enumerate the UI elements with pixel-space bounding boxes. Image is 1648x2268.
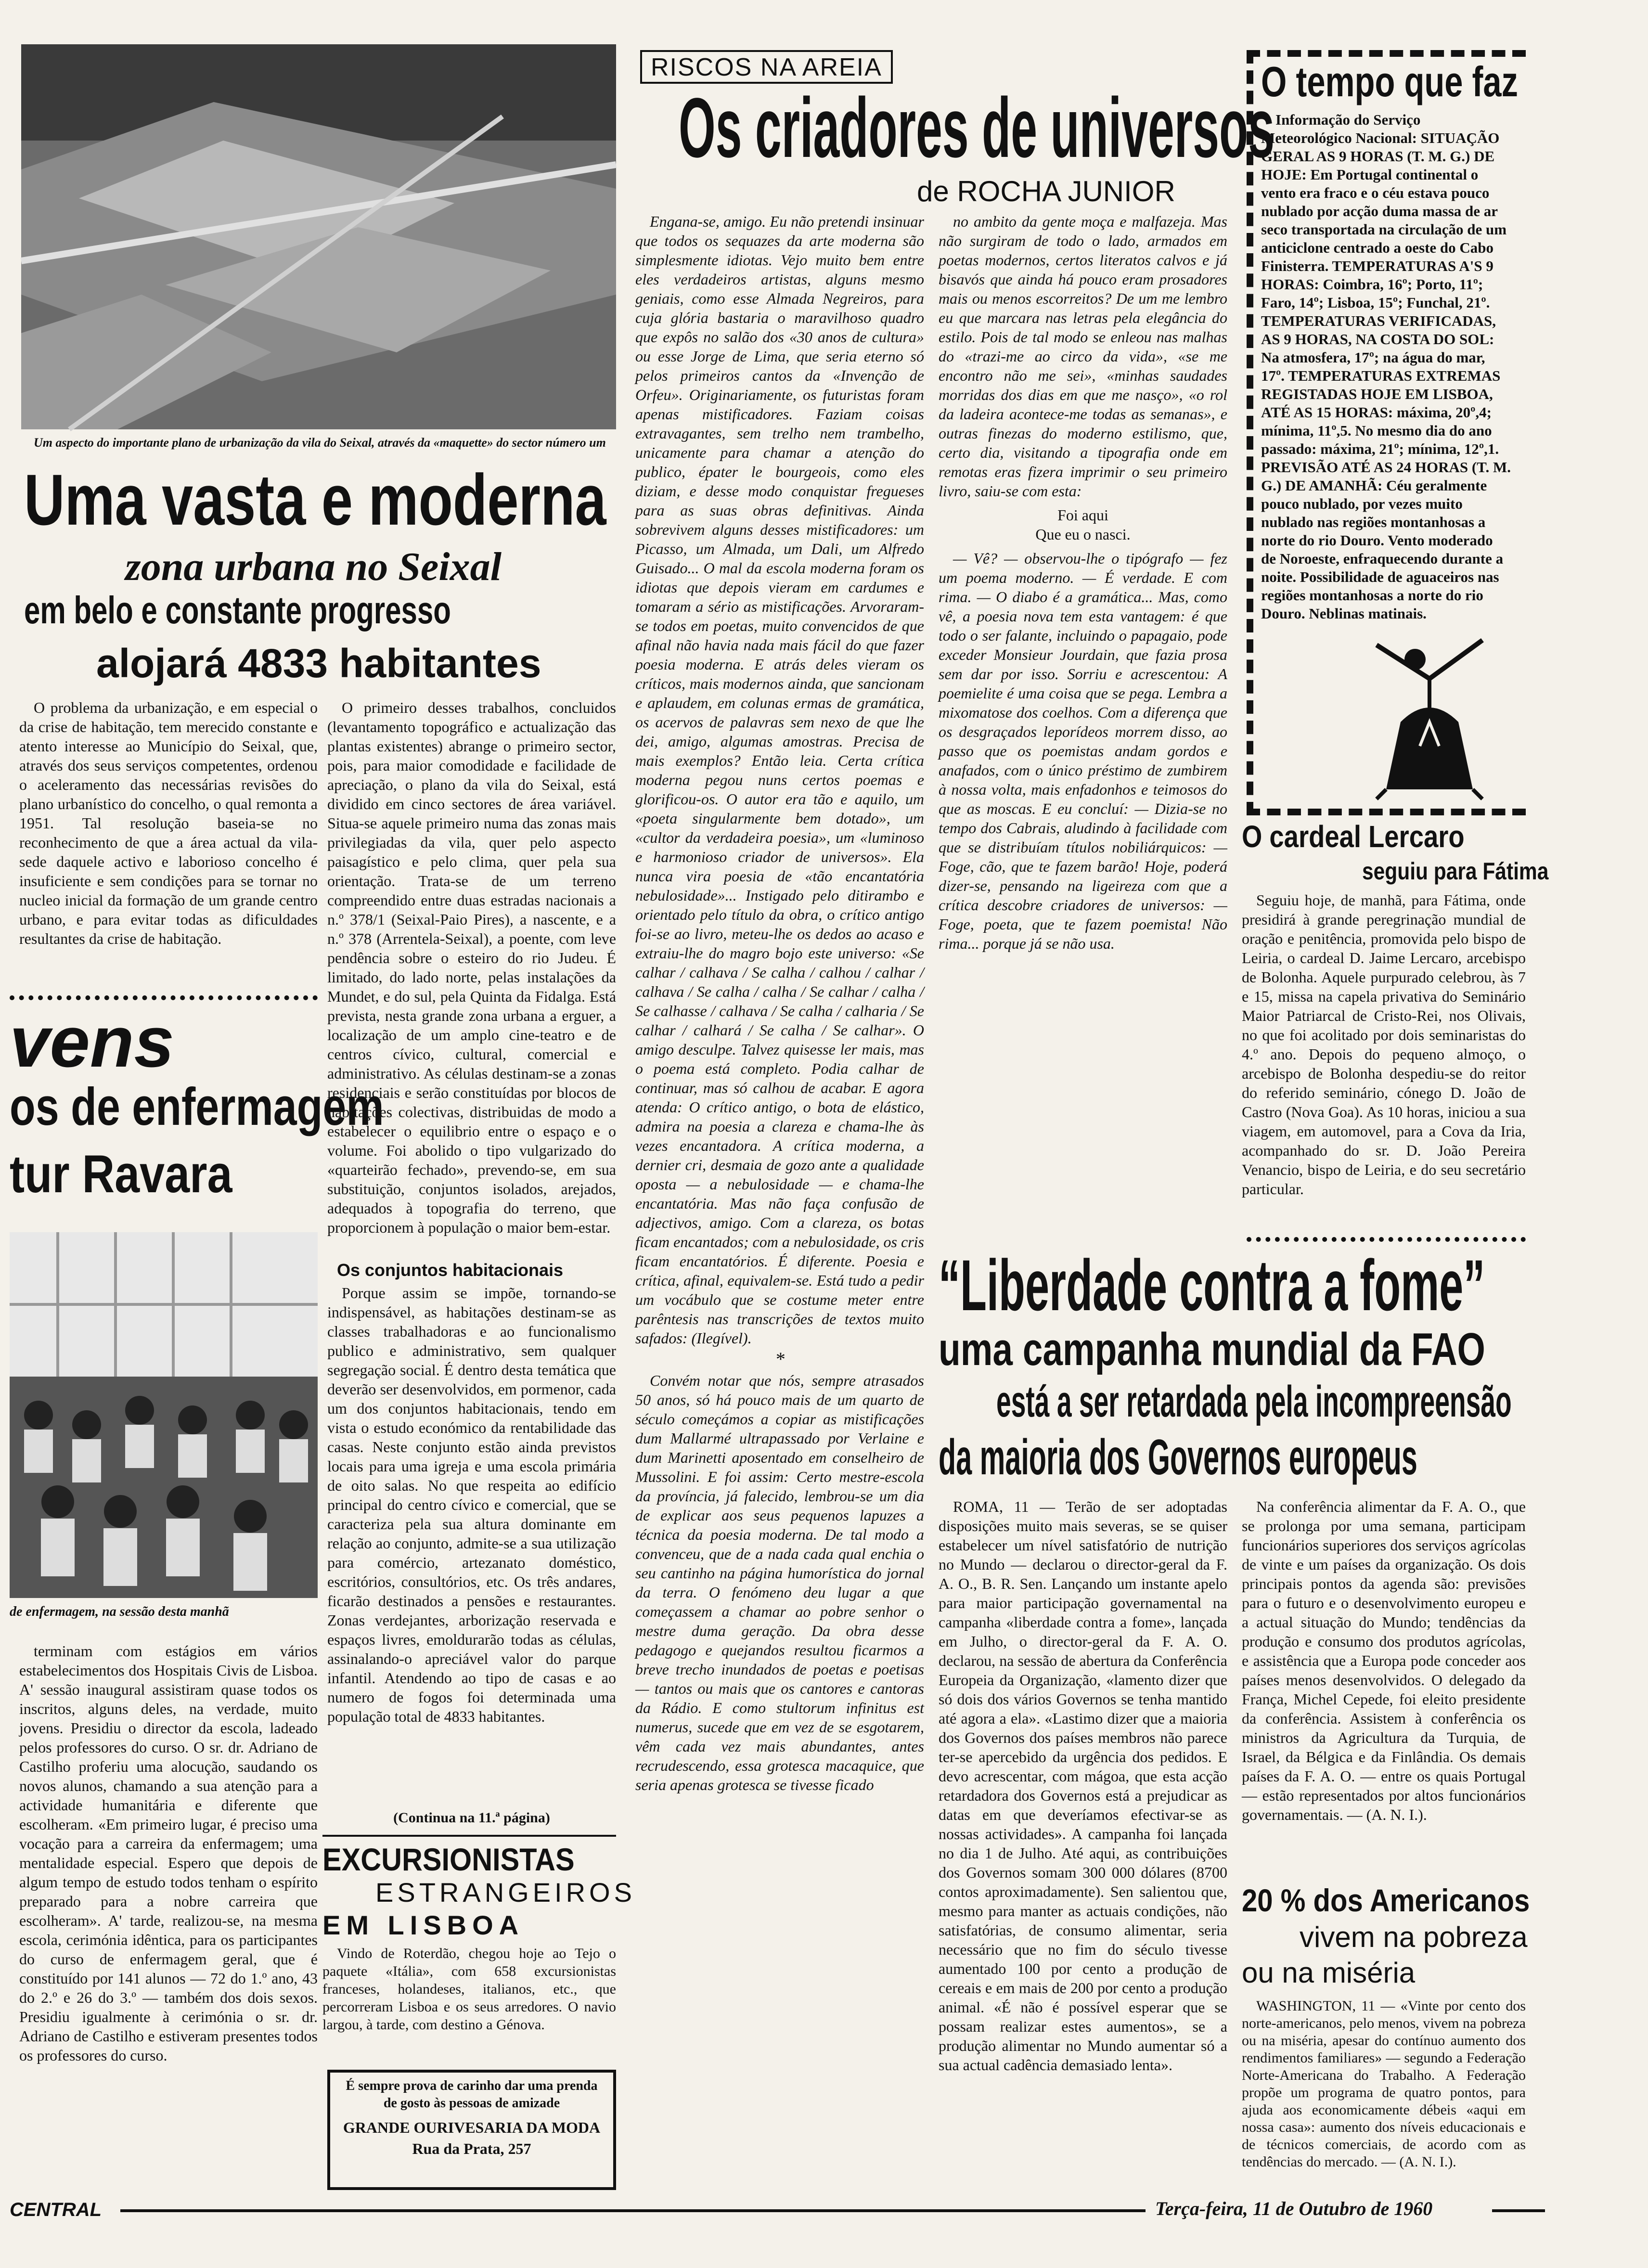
separator-star: * [775,1348,785,1370]
lercaro-title: O cardeal Lercaro [1242,819,1465,854]
seixal-column-3 [327,1283,616,1806]
fao-text-1: ROMA, 11 — Terão de ser adoptadas disposições muito mais severas, se se quiser estabelecer um nível satisfatório de nutrição no Mundo — declarou o director-geral da F. A. O., B. R. Sen. Lançando um instante apelo para maior participação governamental na campanha «liberdade contra a fome», lançada em Julho, o director-geral da F. A. O. declarou, na sessão de abertura da Conferência Europeia da Organização, «lamento dizer que só dois dos vários Governos se tenha mantido até agora a ela». «Lastimo dizer que a maioria dos Governos dos países membros não parece ter-se apercebido da urgência dos pedidos. E devo acrescentar, com mágoa, que esta acção retardadora dos Governos está a prejudicar as datas em que deveríamos efectivar-se as nossas actividades». A campanha foi lançada no dia 1 de Julho. Até aqui, as contribuições dos Governos somam 300 000 dólares (8700 contos aproximadamente). Sen salientou que, mesmo para manter as actuais condições, não satisfatórias, de consumo alimentar, seria necessário que no fim do século tivesse aumentado 100 por cento a produção de cereais e em mais de 200 por cento a produção animal. «É não é possível esperar que se possam realizar estes aumentos», se a produção alimentar no Mundo aumentar só a sua actual cadência demasiado lenta». [939,1498,1227,2074]
continued-note: (Continua na 11.ª página) [393,1810,550,1826]
seixal-subheading: Os conjuntos habitacionais [337,1260,564,1280]
riscos-text-2b: — Vê? — observou-lhe o tipógrafo — fez um poema moderno. — É verdade. E com rima. — O diabo é a gramática... Mas, como vê, a poesia nova tem esta vantagem: é que todo o ser falante, incluindo o papagaio, pode exceder Monsieur Jourdain, que fazia prosa sem dar por isso. Sorriu e acrescentou: A poemielite é uma coisa que se pega. Lembra a mixomatose dos coelhos. Com a diferença que os desgraçados leporídeos morrem disso, ao passo que os poemistas andam gordos e anafados, com o único préstimo de zumbirem à nossa volta, mais enfadonhos e teimosos do que as moscas. E eu concluí: — Dizia-se no tempo dos Cabrais, aludindo à facilidade com que se distribuíam títulos nobiliárquicos: — Foge, cão, que te fazem barão! Hoje, poderá dizer-se, pensando na ligeireza com que a crítica descobre criadores de universos: — Foge, poeta, que te fazem poemista! Não rima... porque já se não usa. [939,550,1227,952]
lercaro-text: Seguiu hoje, de manhã, para Fátima, onde presidirá à grande peregrinação mundial de oração e penitência, promovida pelo bispo de Leiria, o cardeal D. Jaime Lercaro, arcebispo de Bolonha. Aquele purpurado celebrou, às 7 e 15, missa na capela privativa do Seminário Maior Patriarcal de Cristo-Rei, nos Olivais, no que foi acolitado por dois seminaristas do 4.º ano. Depois do pequeno almoço, o arcebispo de Bolonha despediu-se do reitor do referido seminário, cónego D. João de Castro (Nova Goa). As 10 horas, iniciou a sua viagem, em automovel, para a Cova da Iria, acompanhado do sr. D. João Pereira Venancio, bispo de Leiria, e do seu secretário particular. [1242,891,1526,1198]
fao-headline-3: está a ser retardada pela incompreensão [996,1377,1512,1426]
lercaro-rule [1247,1237,1526,1242]
nursing-rule [10,995,318,1000]
riscos-column-2 [939,212,1227,1237]
excursion-rule [322,1835,616,1837]
weather-text: Informação do Serviço Meteorológico Nacional: SITUAÇÃO GERAL AS 9 HORAS (T. M. G.) DE HOJE: Em Portugal continental o vento era fraco e o céu estava pouco nublado por acção duma massa de ar seco transportada na circulação de um anticiclone centrado a oeste do Cabo Finisterra. TEMPERATURAS A'S 9 HORAS: Coimbra, 16º; Porto, 11º; Faro, 14º; Lisboa, 15º; Funchal, 21º. TEMPERATURAS VERIFICADAS, AS 9 HORAS, NA COSTA DO SOL: Na atmosfera, 17º; na água do mar, 17º. TEMPERATURAS EXTREMAS REGISTADAS HOJE EM LISBOA, ATÉ AS 15 HORAS: máxima, 20º,4; mínima, 11º,5. No mesmo dia do ano passado: máxima, 21º; mínima, 12º,1. PREVISÃO ATÉ AS 24 HORAS (T. M. G.) DE AMANHÃ: Céu geralmente pouco nublado, por vezes muito nublado nas regiões montanhosas a norte do rio Douro. Vento moderado de Noroeste, enfraquecendo durante a noite. Possibilidade de aguaceiros nas regiões montanhosas a norte do rio Douro. Neblinas matinais. [1261,111,1511,622]
ad-line-2: GRANDE OURIVESARIA DA MODA [343,2119,601,2136]
riscos-text-1b: Convém notar que nós, sempre atrasados 50 anos, só há pouco mais de um quarto de século começámos a copiar as mistificações dum Mallarmé ultrapassado por Verlaine e dum Marinetti aposentado em conselheiro de Mussolini. E foi assim: Certo mestre-escola da província, já falecido, lembrou-se um dia de explicar aos seus pequenos lapuzes a técnica da poesia moderna. De tal modo a convenceu, que de a nada cada qual enchia o seu cantinho na página humorística do jornal da terra. O fenómeno deu lugar a que começassem a chamar ao pobre senhor o mestre duma geração. Da obra desse pedagogo e quejandos resultou ficarmos a breve trecho inundados de poetas e poetisas — tantos ou mais que os cantores e cantoras da Rádio. E como stultorum infinitus est numerus, sucede que em vez de se esgotarem, vêm cada vez mais abundantes, antes recrudescendo, essa grotesca macaquice, que seria apenas grotesca se tivesse ficado [635,1372,924,1793]
riscos-column-1 [635,212,924,1793]
americanos-headline-1: 20 % dos Americanos [1242,1882,1530,1918]
seixal-text-1: O problema da urbanização, e em especial o da crise de habitação, tem merecido constante e atento interesse ao Município do Seixal, que, através dos seus serviços competentes, ordenou o aceleramento das necessárias revisões do plano urbanístico do concelho, o qual remonta a 1951. Tal resolução baseia-se no reconhecimento de que a área actual da vila-sede daquele activo e laborioso concelho é insuficiente e sem condições para se tornar no nucleo inicial da formação de um grande centro urbano, e para evitar todas as dificuldades resultantes da crise de habitação. [19,699,318,947]
excursion-text: Vindo de Roterdão, chegou hoje ao Tejo o paquete «Itália», com 658 excursionistas franceses, holandeses, italianos, etc., que percorreram Lisboa e os seus arredores. O navio largou, à tarde, com destino a Génova. [322,1946,616,2033]
excursion-sub-2: EM LISBOA [322,1910,525,1940]
excursion-body [322,1945,616,2060]
fao-column-1 [939,1497,1227,2161]
riscos-byline: de ROCHA JUNIOR [917,175,1175,207]
lercaro-subtitle: seguiu para Fátima [1362,858,1549,885]
section-label: RISCOS NA AREIA [640,50,893,84]
americanos-body [1242,1997,1526,2176]
fao-text-2: Na conferência alimentar da F. A. O., que se prolonga por uma semana, participam funcionários superiores dos serviços agrícolas de vinte e um países da organização. Os dois principais pontos da agenda são: previsões para o futuro e o desenvolvimento europeu e a actual situação do Mundo; tendências da produção e consumo dos produtos agrícolas, e assistência que a Europa pode conceder aos países menos desenvolvidos. O delegado da França, Michel Cepede, foi eleito presidente da conferência. Assistem à conferência os ministros da Agricultura da Turquia, de Israel, da Bélgica e da Finlândia. Os demais países da F. A. O. — entre os quais Portugal — estão representados por altos funcionários governamentais. — (A. N. I.). [1242,1498,1526,1823]
nursing-headline-3: tur Ravara [10,1145,232,1204]
jewellery-ad [327,2070,616,2190]
scarecrow-illustration [1357,626,1502,804]
nursing-photo [10,1232,318,1598]
excursion-sub-1: ESTRANGEIROS [375,1877,636,1907]
nursing-headline-1: vens [10,1001,174,1082]
footer-dash-left [120,2209,1146,2212]
fao-headline-2: uma campanha mundial da FAO [939,1324,1485,1375]
americanos-text: WASHINGTON, 11 — «Vinte por cento dos norte-americanos, pelo menos, vivem na pobreza ou na miséria, apesar do contínuo aumento dos rendimentos familiares» — segundo a Federação Norte-Americana do Trabalho. A Federação propõe um programa de quatro pontos, para ajuda aos economicamente débeis «aqui em nossa casa»: aumento dos níveis educacionais e de técnicos comerciais, de acordo com as tendências do mercado. — (A. N. I.). [1242,1998,1526,2170]
footer-left: CENTRAL [10,2199,102,2220]
maquette-photo [21,44,616,429]
seixal-headline-3: em belo e constante progresso [24,589,451,631]
photo-caption: Um aspecto do importante plano de urbanização da vila do Seixal, através da «maquette» do sector número um [34,436,606,450]
riscos-title: Os criadores de universos [679,81,1275,175]
footer-date: Terça-feira, 11 de Outubro de 1960 [1155,2198,1433,2219]
ad-line-3: Rua da Prata, 257 [412,2140,531,2157]
ad-line-1: É sempre prova de carinho dar uma prenda de gosto às pessoas de amizade [346,2078,598,2111]
riscos-text-2: no ambito da gente moça e malfazeja. Mas não surgiram de todo o lado, armados em poetas modernos, certos literatos calvos e já bisavós que ainda há pouco eram prosadores mais ou menos escorreitos? De um me lembro eu que marcara nas letras pela elegância do estilo. Pois de tal modo se enleou nas malhas do «trazi-me ao circo da vida», «se me encontro não me sei», «minhas saudades morridas dos dias em que me nasço», «o rol da ladeira acontece-me todas as semanas», e outras finezas do moderno estilismo, que, certo dia, visitando a tipografia onde em remotas eras fizera imprimir o seu primeiro livro, saiu-se com esta: [939,213,1227,500]
nursing-caption: de enfermagem, na sessão desta manhã [10,1604,229,1619]
americanos-headline-2: vivem na pobreza [1300,1921,1528,1953]
riscos-text-1: Engana-se, amigo. Eu não pretendi insinuar que todos os sequazes da arte moderna são simplesmente idiotas. Vejo muito bem entre eles verdadeiros artistas, alguns mesmo geniais, como esse Almada Negreiros, para cuja glória bastaria o maravilhoso quadro que expôs no salão dos «30 anos de cultura» ou esse Jorge de Lima, que seria eterno só pelos primeiros cantos da «Invenção de Orfeu». Originariamente, os futuristas foram apenas mistificadores. Faziam coisas extravagantes, sem trelho nem trambelho, unicamente para chamar a atenção do publico, épater le bourgeois, como eles diziam, e desse modo conquistar fregueses para as suas obras definitivas. Ainda sobrevivem alguns desses mistificadores: um Picasso, um Almada, um Dali, um Alfredo Guisado... O mal da escola moderna foram os idiotas que depois vieram em cardumes e tomaram a sério as mistificações. Arvoraram-se todos em poetas, muito convencidos de que afinal não havia nada mais fácil do que fazer poesia moderna. E atrás deles vieram os críticos, mais modernos ainda, que sancionam e aplaudem, em colunas ermas de gramática, os acervos de palavras sem nexo de que lhe dei, amigo, algumas amostras. Precisa de mais exemplos? Então leia. Certa crítica moderna pegou nuns certos poemas e glorificou-os. O autor era tão e aquilo, um «poeta singularmente bem dotado», um «cultor da verdadeira poesia», um «luminoso e harmonioso criador de universos». Ela nunca vira poesia de «tão encantatória nebulosidade»... Instigado pelo ditirambo e orientado pelo título da obra, o crítico antigo foi-se ao livro, meteu-lhe os dedos ao acaso e extraiu-lhe do magro bojo este universo: «Se calhar / calhava / Se calha / calhou / calhar / calhava / Se calha / calha / Se calhar / calha / Se calhasse / calhava / Se calha / calharia / Se calhar / calhará / Se calha / Se calhar». O amigo desculpe. Talvez quisesse ler mais, mas o poema está completo. Podia calhar de continuar, mas só calhou de acabar. E agora atenda: O crítico antigo, o bota de elástico, admira na poesia a clareza e chama-lhe às vezes encantadora. A crítica moderna, a dernier cri, desmaia de gozo ante a qualidade oposta — a nebulosidade — e chama-lhe encantatória. Mas não faça confusão de adjectivos, amigo. Com a clareza, os botas ficam encantados; com a nebulosidade, os cris ficam encantatórios. É diferente. Poesia e crítica, afinal, equivalem-se. Está tudo a pedir um vocábulo que se costume meter entre parêntesis nas transcrições de textos muito safados: (Ilegível). [635,213,924,1347]
fao-headline-4: da maioria dos Governos europeus [939,1430,1417,1485]
weather-title: O tempo que faz [1261,58,1518,105]
nursing-text: terminam com estágios em vários estabelecimentos dos Hospitais Civis de Lisboa. A' sessão inaugural assistiram quase todos os inscritos, alguns deles, na verdade, muito jovens. Presidiu o director da escola, ladeado pelos professores do curso. O sr. dr. Adriano de Castilho proferiu uma alocução, saudando os novos alunos, chamando a sua atenção para a actividade humanitária e diferente que escolheram. «Em primeiro lugar, é preciso uma vocação para a carreira da enfermagem; uma mentalidade especial. Espero que depois de algum tempo de estudo todos tenham o espírito preparado para a nobre carreira que escolheram». A' tarde, realizou-se, na mesma escola, cerimónia idêntica, para os participantes do curso de enfermagem geral, que é constituído por 141 alunos — 72 do 1.º ano, 43 do 2.º e 26 do 3.º — também dos dois sexos. Presidiu igualmente à cerimónia o sr. dr. Adriano de Castilho e estiveram presentes todos os professores do curso. [19,1642,318,2064]
nursing-body [19,1641,318,2147]
lercaro-body [1242,890,1526,1237]
seixal-column-2 [327,698,616,1251]
nursing-headline-2: os de enfermagem [10,1077,384,1136]
weather-body [1261,111,1511,622]
seixal-text-3: Porque assim se impõe, tornando-se indispensável, as habitações destinam-se as classes trabalhadoras e ao funcionalismo publico e administrativo, sem qualquer segregação social. É dentro desta temática que deverão ser desenvolvidos, em pormenor, cada um dos conjuntos habitacionais, tendo em vista o estudo económico da rentabilidade das casas. Neste conjunto estão ainda previstos locais para uma igreja e uma escola primária de oito salas. No que respeita ao edifício principal do centro cívico e comercial, que se caracteriza pela sua altura dominante em relação ao conjunto, admite-se a sua utilização para comércio, artezanato doméstico, escritórios, consultórios, etc. Os três andares, ficarão destinados a pensões e restaurantes. Zonas verdejantes, arborização reservada e espaços livres, emoldurarão todas as células, assinalando-o apreciável valor do parque infantil. Atendendo ao tipo de casas e ao numero de fogos foi determinada uma população total de 4833 habitantes. [327,1284,616,1725]
seixal-headline-4: alojará 4833 habitantes [96,641,541,686]
riscos-verse: Foi aqui Que eu o nasci. [1035,506,1131,543]
americanos-headline-3: ou na miséria [1242,1957,1416,1989]
seixal-text-2: O primeiro desses trabalhos, concluidos (levantamento topográfico e actualização das plantas existentes) abrange o primeiro sector, pois, para maior comodidade e facilidade de apreciação, o plano da vila do Seixal, está dividido em cinco sectores de área variável. Situa-se aquele primeiro numa das zonas mais privilegiadas da vila, quer pelo aspecto paisagístico e pelo clima, quer pela sua orientação. Trata-se de um terreno compreendido entre duas estradas nacionais a n.º 378/1 (Seixal-Paio Pires), a nascente, e a n.º 378 (Arrentela-Seixal), a poente, com leve pendência sobre o esteiro do rio Judeu. É limitado, do lado norte, pelas instalações da Mundet, e do sul, pela Quinta da Fidalga. Está prevista, nesta grande zona urbana a erguer, a localização de um amplo cine-teatro e de centros cívico, cultural, comercial e administrativo. As células destinam-se a zonas residenciais e serão constituídas por blocos de habitações colectivas, distribuidas de modo a estabelecer o equilibrio entre o espaço e o volume. Foi abolido o tipo vulgarizado do «quarteirão fechado», prevendo-se, em sua substituição, conjuntos isolados, arejados, adequados à topografia do terreno, que proporcionem à população o maior bem-estar. [327,699,616,1236]
seixal-headline-1: Uma vasta e moderna [24,459,606,540]
footer-dash-right [1492,2209,1545,2212]
seixal-column-1 [19,698,318,986]
fao-column-2 [1242,1497,1526,1872]
seixal-headline-2: zona urbana no Seixal [125,544,502,589]
excursion-title: EXCURSIONISTAS [322,1842,575,1877]
fao-headline-1: “Liberdade contra a fome” [939,1245,1485,1326]
